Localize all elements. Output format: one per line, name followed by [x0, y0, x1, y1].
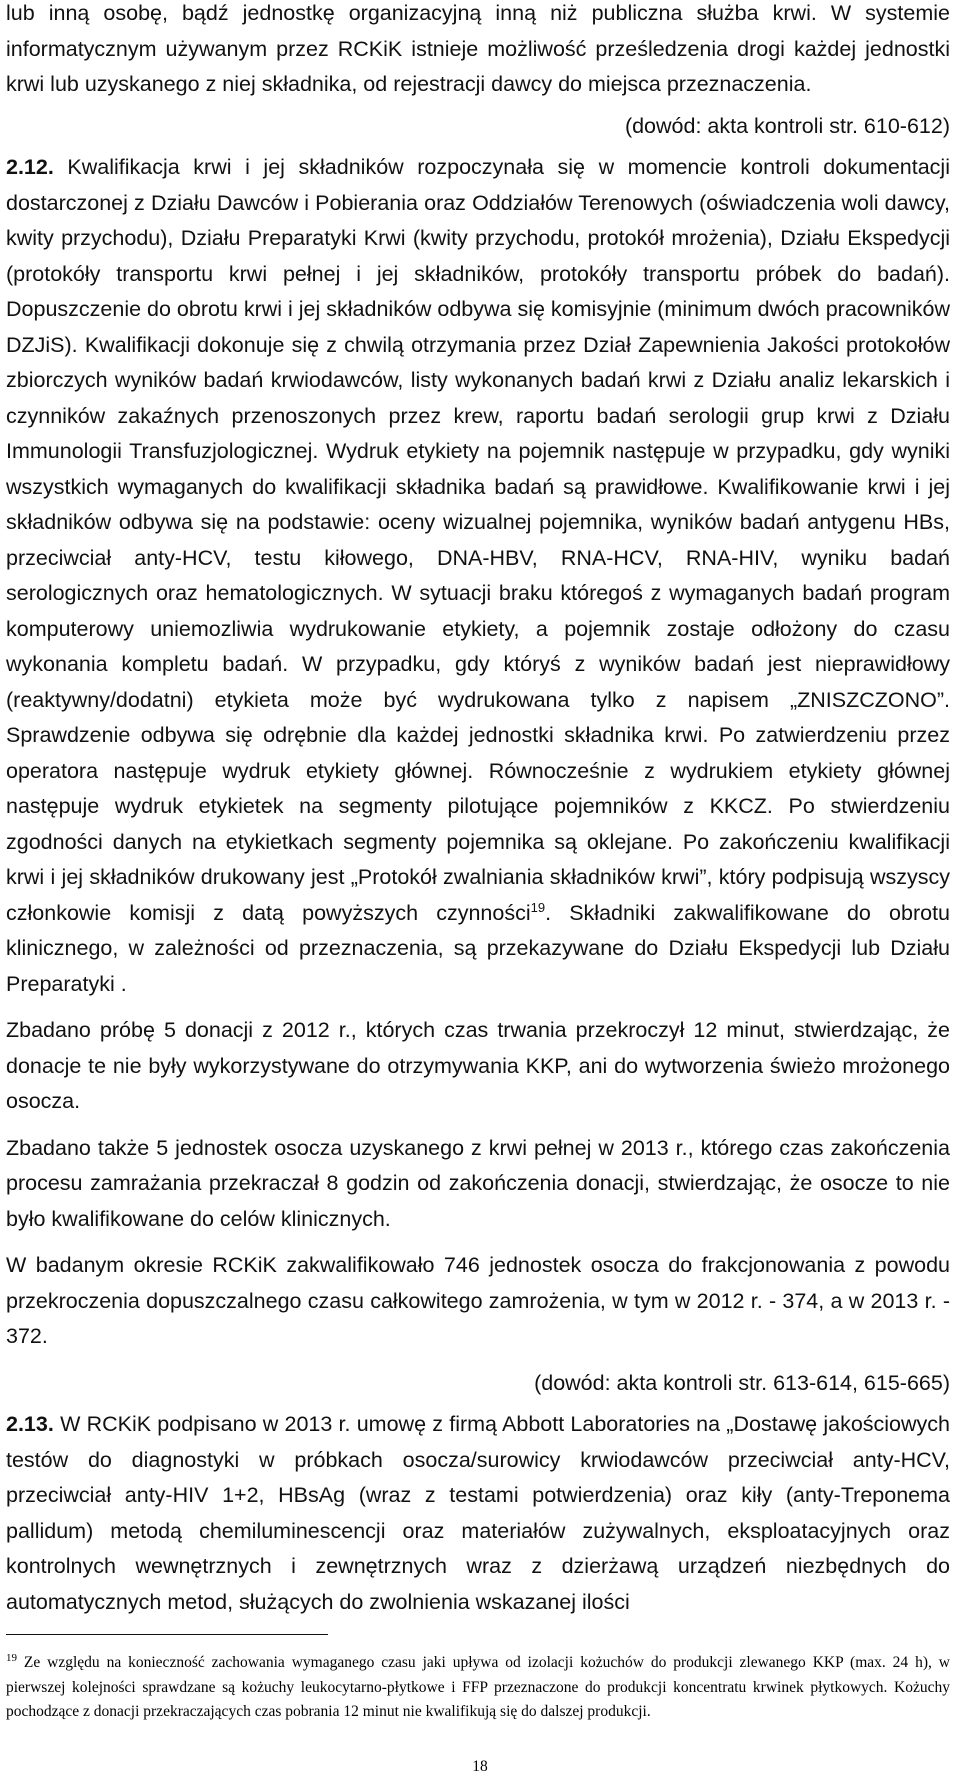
section-text: Kwalifikacja krwi i jej składników rozpoczynała się w momencie kontroli dokumentacji dostarczonej z Działu Dawców i Pobierania oraz Oddziałów Terenowych (oświadczenia woli dawcy, kwity przychodu), Działu Preparatyki Krwi (kwity przychodu, protokół mrożenia), Działu Ekspedycji (protokóły transportu krwi pełnej i jej składników, protokóły transportu próbek do badań). Dopuszczenie do obrotu krwi i jej składników odbywa się komisyjnie (minimum dwóch pracowników DZJiS). Kwalifikacji dokonuje się z chwilą otrzymania przez Dział Zapewnienia Jakości protokołów zbiorczych wyników badań krwiodawców, listy wykonanych badań krwi z Działu analiz lekarskich i czynników zakaźnych przenoszonych przez krew, raportu badań serologii grup krwi z Działu Immunologii Transfuzjologicznej. Wydruk etykiety na pojemnik następuje w przypadku, gdy wyniki wszystkich wymaganych do kwalifikacji składnika badań są prawidłowe. Kwalifikowanie krwi i jej składników odbywa się na podstawie: oceny wizualnej pojemnika, wyników badań antygenu HBs, przeciwciał anty-HCV, testu kiłowego, DNA-HBV, RNA-HCV, RNA-HIV, wyniku badań serologicznych oraz hematologicznych. W sytuacji braku któregoś z wymaganych badań program komputerowy uniemozliwia wydrukowanie etykiety, a pojemnik zostaje odłożony do czasu wykonania kompletu badań. W przypadku, gdy któryś z wyników badań jest nieprawidłowy (reaktywny/dodatni) etykieta może być wydrukowana tylko z napisem „ZNISZCZONO”. Sprawdzenie odbywa się odrębnie dla każdej jednostki składnika krwi. Po zatwierdzeniu przez operatora następuje wydruk etykiety głównej. Równocześnie z wydrukiem etykiety głównej następuje wydruk etykietek na segmenty pilotujące pojemników z KKCZ. Po stwierdzeniu zgodności danych na etykietkach segmenty pojemnika są oklejane. Po zakończeniu kwalifikacji krwi i jej składników drukowany jest „Protokół zwalniania składników krwi”, który podpisują wszyscy członkowie komisji z datą powyższych czynności	[6, 155, 950, 925]
paragraph-sample-donations: Zbadano próbę 5 donacji z 2012 r., których czas trwania przekroczył 12 minut, stwierdzając, że donacje te nie były wykorzystywane do otrzymywania KKP, ani do wytworzenia świeżo mrożonego osocza.	[6, 1018, 950, 1113]
footnote	[6, 1651, 950, 1725]
section-number: 2.13.	[6, 1412, 54, 1436]
section-text-end: . Składniki zakwalifikowane do obrotu klinicznego, w zależności od przeznaczenia, są przekazywane do Działu Ekspedycji lub Działu Preparatyki .	[6, 900, 950, 996]
footnote-text: Ze względu na konieczność zachowania wymaganego czasu jaki upływa od izolacji kożuchów do produkcji zlewanego KKP (max. 24 h), w pierwszej kolejności sprawdzane są kożuchy leukocytarno-płytkowe i FFP przeznaczone do produkcji koncentratu krwinek płytkowych. Kożuchy pochodzące z donacji przekraczających czas pobrania 12 minut nie kwalifikują się do dalszej produkcji.	[6, 1654, 950, 1720]
section-2-13-paragraph	[6, 1407, 950, 1620]
page-number: 18	[472, 1758, 488, 1775]
section-2-12-paragraph	[6, 150, 950, 1002]
section-number: 2.12.	[6, 155, 54, 179]
evidence-citation: (dowód: akta kontroli str. 610-612)	[624, 113, 950, 138]
evidence-citation-2: (dowód: akta kontroli str. 613-614, 615-665)	[534, 1370, 950, 1395]
paragraph-fractionation: W badanym okresie RCKiK zakwalifikowało 746 jednostek osocza do frakcjonowania z powodu przekroczenia dopuszczalnego czasu całkowitego zamrożenia, w tym w 2012 r. - 374, a w 2013 r. - 372.	[6, 1253, 950, 1348]
footnote-reference: 19	[530, 899, 546, 915]
intro-paragraph: lub inną osobę, bądź jednostkę organizacyjną inną niż publiczna służba krwi. W systemie informatycznym używanym przez RCKiK istnieje możliwość prześledzenia drogi każdej jednostki krwi lub uzyskanego z niej składnika, od rejestracji dawcy do miejsca przeznaczenia.	[6, 1, 950, 96]
paragraph-plasma-units: Zbadano także 5 jednostek osocza uzyskanego z krwi pełnej w 2013 r., którego czas zakończenia procesu zamrażania przekraczał 8 godzin od zakończenia donacji, stwierdzając, że osocze to nie było kwalifikowane do celów klinicznych.	[6, 1135, 950, 1231]
footnote-mark: 19	[6, 1651, 17, 1664]
section-text: W RCKiK podpisano w 2013 r. umowę z firmą Abbott Laboratories na „Dostawę jakościowych testów do diagnostyki w próbkach osocza/surowicy krwiodawców przeciwciał anty-HCV, przeciwciał anty-HIV 1+2, HBsAg (wraz z testami potwierdzenia) oraz kiły (anty-Treponema pallidum) metodą chemiluminescencji oraz materiałów zużywalnych, eksploatacyjnych oraz kontrolnych wewnętrznych i zewnętrznych wraz z dzierżawą urządzeń niezbędnych do automatycznych metod, służących do zwolnienia wskazanej ilości	[6, 1412, 950, 1614]
footnote-separator	[6, 1634, 328, 1635]
